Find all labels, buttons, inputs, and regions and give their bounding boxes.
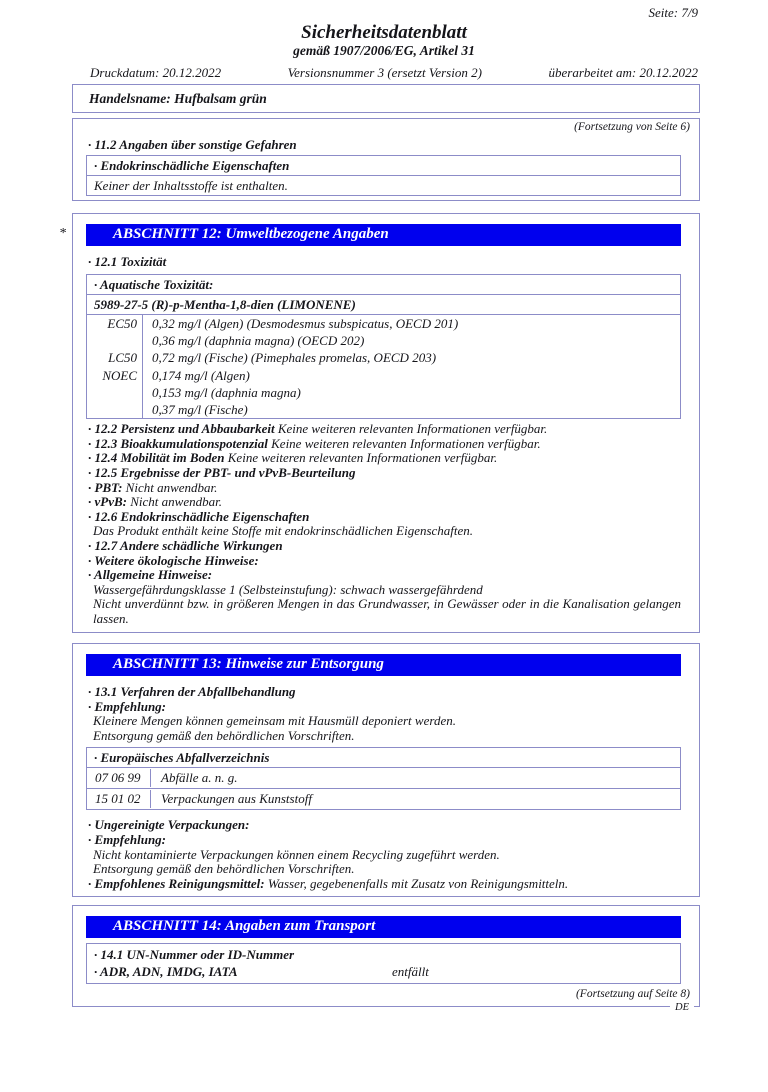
table-row (87, 401, 680, 418)
tox-value: 0,72 mg/l (Fische) (Pimephales promelas, OECD 203) (152, 350, 437, 366)
waste-description: Abfälle a. n. g. (161, 770, 238, 786)
text-line: Das Produkt enthält keine Stoffe mit endokrinschädlichen Eigenschaften. (93, 523, 474, 539)
document-title: Sicherheitsdatenblatt (301, 22, 467, 43)
text-line: · Allgemeine Hinweise: (88, 567, 213, 583)
tox-endpoint (87, 332, 143, 349)
section-12-text-lines (73, 422, 699, 626)
endocrine-body: Keiner der Inhaltsstoffe ist enthalten. (94, 178, 288, 193)
section-11-box (72, 118, 700, 201)
text-line: Nicht unverdünnt bzw. in größeren Mengen in das Grundwasser, in Gewässer oder in die Kanalisation gelangen lassen. (93, 596, 681, 626)
continuation-to-note: (Fortsetzung auf Seite 8) (575, 988, 690, 1001)
text-line: · Empfohlenes Reinigungsmittel: Wasser, gegebenenfalls mit Zusatz von Reinigungsmitteln. (88, 875, 569, 891)
trade-name: Handelsname: Hufbalsam grün (89, 91, 267, 106)
transport-regulations-value: entfällt (392, 963, 429, 979)
section-13-1-heading: · 13.1 Verfahren der Abfallbehandlung (88, 683, 296, 699)
text-line: Nicht kontaminierte Verpackungen können einem Recycling zugeführt werden. (93, 846, 500, 862)
text-line: Entsorgung gemäß den behördlichen Vorschriften. (93, 727, 355, 743)
endocrine-subheading-row (86, 155, 681, 176)
version-info: Versionsnummer 3 (ersetzt Version 2) (287, 65, 482, 80)
language-code-tag: DE (670, 1002, 694, 1014)
table-row (87, 367, 680, 384)
page-number: Seite: 7/9 (648, 5, 698, 20)
text-line: · 12.3 Bioakkumulationspotenzial Keine weiteren relevanten Informationen verfügbar. (88, 435, 541, 451)
tox-value: 0,174 mg/l (Algen) (152, 367, 250, 383)
sds-page (0, 5, 768, 1092)
text-line: · PBT: Nicht anwendbar. (88, 479, 218, 495)
text-line: Kleinere Mengen können gemeinsam mit Hausmüll deponiert werden. (93, 713, 456, 729)
tox-endpoint (87, 401, 143, 418)
table-row (87, 349, 680, 366)
section-14-1-heading: · 14.1 UN-Nummer oder ID-Nummer (94, 947, 295, 963)
table-row (87, 384, 680, 401)
section-12-1-heading: · 12.1 Toxizität (88, 254, 167, 269)
text-line: · 12.6 Endokrinschädliche Eigenschaften (88, 508, 310, 524)
text-line: · Empfehlung: (88, 698, 167, 714)
toxicity-table (86, 314, 681, 419)
waste-code: 15 01 02 (87, 790, 151, 808)
substance-header-row (86, 294, 681, 315)
table-row (94, 964, 673, 981)
transport-regulations-label: · ADR, ADN, IMDG, IATA (94, 963, 238, 979)
aquatic-toxicity-header-row (86, 274, 681, 295)
section-13-box (72, 643, 700, 898)
tox-value: 0,36 mg/l (daphnia magna) (OECD 202) (152, 333, 365, 349)
substance-name: 5989-27-5 (R)-p-Mentha-1,8-dien (LIMONENE) (94, 297, 356, 312)
section-14-banner: ABSCHNITT 14: Angaben zum Transport (86, 916, 681, 938)
tox-value: 0,32 mg/l (Algen) (Desmodesmus subspicatus, OECD 201) (152, 316, 459, 331)
text-line: · vPvB: Nicht anwendbar. (88, 494, 222, 510)
waste-catalog-header-row (86, 747, 681, 768)
section-13-banner: ABSCHNITT 13: Hinweise zur Entsorgung (86, 654, 681, 676)
table-row (86, 767, 681, 789)
table-row (86, 788, 681, 810)
tox-endpoint: LC50 (87, 349, 143, 366)
waste-code: 07 06 99 (87, 769, 151, 787)
text-line: Wassergefährdungsklasse 1 (Selbsteinstufung): schwach wassergefährdend (93, 581, 483, 597)
section-12-banner: ABSCHNITT 12: Umweltbezogene Angaben (86, 224, 681, 246)
text-line: · 12.5 Ergebnisse der PBT- und vPvB-Beurteilung (88, 465, 356, 480)
waste-description: Verpackungen aus Kunststoff (161, 791, 312, 807)
tox-value: 0,153 mg/l (daphnia magna) (152, 384, 301, 400)
text-line: · Ungereinigte Verpackungen: (88, 817, 250, 833)
endocrine-body-row (86, 175, 681, 196)
section-12-box (72, 213, 700, 633)
text-line: Entsorgung gemäß den behördlichen Vorschriften. (93, 861, 355, 877)
endocrine-subheading: · Endokrinschädliche Eigenschaften (94, 158, 290, 173)
tox-endpoint (87, 384, 143, 401)
document-subtitle: gemäß 1907/2006/EG, Artikel 31 (293, 43, 475, 58)
tox-endpoint: NOEC (87, 367, 143, 384)
section-14-box (72, 905, 700, 1014)
trade-name-box (72, 84, 700, 113)
revised-date: überarbeitet am: 20.12.2022 (548, 65, 698, 80)
continuation-from-note: (Fortsetzung von Seite 6) (574, 121, 690, 133)
document-meta-row (90, 65, 698, 80)
tox-endpoint: EC50 (87, 315, 143, 332)
table-row (87, 332, 680, 349)
text-line: · Empfehlung: (88, 831, 167, 847)
aquatic-toxicity-header: · Aquatische Toxizität: (94, 277, 214, 292)
print-date: Druckdatum: 20.12.2022 (90, 65, 222, 80)
change-marker-asterisk: * (59, 226, 66, 241)
text-line: · 12.7 Andere schädliche Wirkungen (88, 537, 283, 553)
text-line: · 12.2 Persistenz und Abbaubarkeit Keine weiteren relevanten Informationen verfügbar. (88, 421, 548, 437)
waste-catalog-header: · Europäisches Abfallverzeichnis (94, 750, 270, 766)
section-11-2-heading: · 11.2 Angaben über sonstige Gefahren (88, 137, 297, 152)
table-row (87, 315, 680, 332)
tox-value: 0,37 mg/l (Fische) (152, 402, 248, 418)
text-line: · Weitere ökologische Hinweise: (88, 552, 259, 568)
text-line: · 12.4 Mobilität im Boden Keine weiteren relevanten Informationen verfügbar. (88, 450, 498, 466)
un-number-box (86, 943, 681, 984)
